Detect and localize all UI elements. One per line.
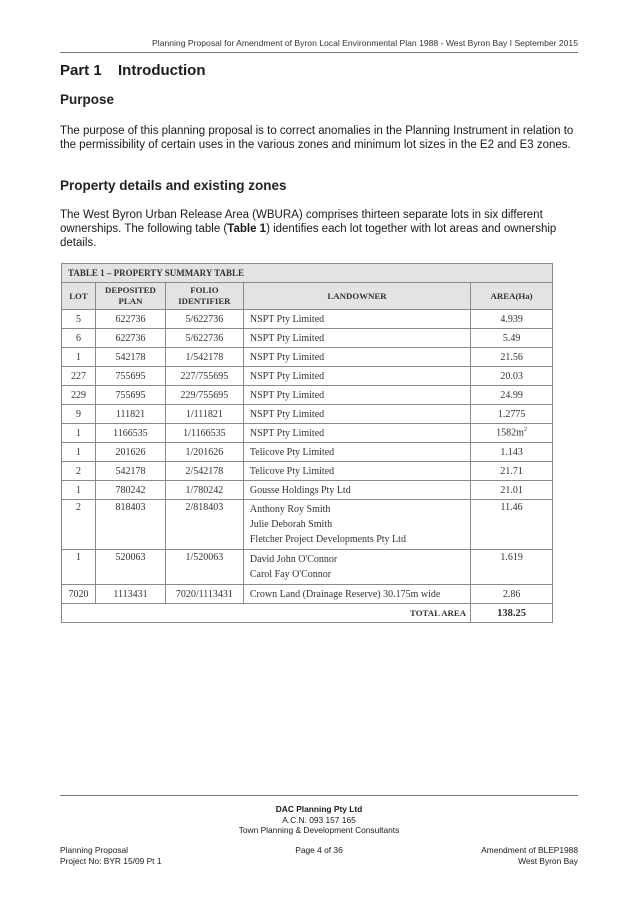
cell-area [471, 405, 553, 424]
cell-folio: 7020/1113431 [165, 585, 243, 604]
table-row [62, 462, 553, 481]
header-rule [60, 52, 578, 53]
landowner-name: David John O'Connor [249, 554, 338, 565]
page-number: Page 4 of 36 [295, 845, 343, 855]
cell-deposited-plan: 755695 [95, 367, 165, 386]
landowner-name: NSPT Pty Limited [249, 332, 325, 344]
table-row [62, 367, 553, 386]
part-heading [60, 62, 205, 79]
cell-lot: 2 [62, 500, 96, 550]
col-header-landowner: LANDOWNER [243, 283, 470, 310]
col-header-lot: LOT [62, 283, 96, 310]
landowner-name: Carol Fay O'Connor [249, 569, 332, 580]
area-value: 4.939 [500, 313, 523, 325]
cell-area [471, 310, 553, 329]
footer-rule [60, 795, 578, 796]
footer-left: Planning Proposal Project No: BYR 15/09 Pt 1 [60, 845, 162, 866]
area-value: 24.99 [500, 389, 523, 401]
cell-deposited-plan: 542178 [95, 348, 165, 367]
cell-area [471, 481, 553, 500]
area-value: 5.49 [502, 332, 521, 344]
table-row [62, 329, 553, 348]
cell-deposited-plan: 201626 [95, 443, 165, 462]
cell-lot: 1 [62, 424, 96, 443]
cell-landowner [243, 443, 470, 462]
purpose-heading: Purpose [60, 92, 115, 107]
landowner-name: NSPT Pty Limited [249, 351, 325, 363]
cell-area [471, 386, 553, 405]
footer-company: DAC Planning Pty Ltd [275, 804, 363, 814]
cell-landowner [243, 386, 470, 405]
landowner-name: Anthony Roy Smith [249, 504, 331, 515]
cell-folio: 227/755695 [165, 367, 243, 386]
cell-deposited-plan: 111821 [95, 405, 165, 424]
table-reference: Table 1 [227, 223, 267, 236]
property-summary-table [61, 263, 553, 623]
cell-area [471, 550, 553, 585]
purpose-paragraph: The purpose of this planning proposal is to correct anomalies in the Planning Instrument in relation to the permissibility of certain uses in the various zones and minimum lot sizes in the E2 and E3 zones. [60, 125, 574, 152]
cell-folio: 2/542178 [165, 462, 243, 481]
cell-folio: 5/622736 [165, 310, 243, 329]
cell-landowner [243, 424, 470, 443]
table-row [62, 500, 553, 550]
part-number: Part 1 [60, 62, 102, 79]
footer-acn: A.C.N. 093 157 165 [282, 814, 356, 825]
total-area-label: TOTAL AREA [62, 604, 471, 623]
area-value: 21.71 [500, 465, 523, 477]
cell-area [471, 348, 553, 367]
landowner-name: NSPT Pty Limited [249, 427, 325, 439]
area-value: 11.46 [500, 502, 523, 513]
total-area-value: 138.25 [471, 604, 553, 623]
table-row [62, 550, 553, 585]
cell-area [471, 443, 553, 462]
cell-folio: 2/818403 [165, 500, 243, 550]
table-row [62, 310, 553, 329]
footer-right: Amendment of BLEP1988 West Byron Bay [481, 845, 578, 866]
landowner-name: Julie Deborah Smith [249, 519, 333, 530]
landowner-name: Fletcher Project Developments Pty Ltd [249, 534, 406, 545]
area-value: 1582m [496, 427, 524, 439]
cell-lot: 9 [62, 405, 96, 424]
cell-area [471, 329, 553, 348]
cell-lot: 1 [62, 481, 96, 500]
cell-landowner [243, 329, 470, 348]
property-text-after: ) identifies each lot together with lot areas and ownership details. [60, 223, 557, 250]
cell-lot: 227 [62, 367, 96, 386]
cell-deposited-plan: 755695 [95, 386, 165, 405]
cell-folio: 5/622736 [165, 329, 243, 348]
cell-landowner [243, 500, 470, 550]
landowner-name: Crown Land (Drainage Reserve) 30.175m wide [249, 588, 441, 600]
cell-lot: 1 [62, 550, 96, 585]
cell-deposited-plan: 622736 [95, 329, 165, 348]
cell-landowner [243, 462, 470, 481]
landowner-name: NSPT Pty Limited [249, 408, 325, 420]
cell-landowner [243, 405, 470, 424]
area-unit-superscript: 2 [523, 427, 527, 434]
cell-lot: 2 [62, 462, 96, 481]
landowner-name: NSPT Pty Limited [249, 313, 325, 325]
cell-deposited-plan: 780242 [95, 481, 165, 500]
table-row [62, 386, 553, 405]
footer-tagline: Town Planning & Development Consultants [238, 825, 400, 835]
area-value: 1.619 [500, 552, 523, 563]
cell-deposited-plan: 622736 [95, 310, 165, 329]
table-caption: TABLE 1 – PROPERTY SUMMARY TABLE [62, 264, 553, 283]
cell-landowner [243, 310, 470, 329]
area-value: 1.143 [500, 446, 523, 458]
property-text-before: The West Byron Urban Release Area (WBURA) comprises thirteen separate lots in six different ownerships. The following table ( [60, 209, 543, 236]
cell-folio: 1/542178 [165, 348, 243, 367]
table-row [62, 424, 553, 443]
landowner-name: NSPT Pty Limited [249, 389, 325, 401]
col-header-area: AREA(Ha) [471, 283, 553, 310]
cell-landowner [243, 585, 470, 604]
cell-lot: 5 [62, 310, 96, 329]
cell-area [471, 424, 553, 443]
cell-folio: 1/201626 [165, 443, 243, 462]
area-value: 20.03 [500, 370, 523, 382]
cell-deposited-plan: 818403 [95, 500, 165, 550]
cell-lot: 1 [62, 443, 96, 462]
cell-area [471, 585, 553, 604]
cell-deposited-plan: 520063 [95, 550, 165, 585]
table-row [62, 405, 553, 424]
landowner-name: Telicove Pty Limited [249, 446, 335, 458]
cell-area [471, 462, 553, 481]
cell-lot: 6 [62, 329, 96, 348]
landowner-name: Gousse Holdings Pty Ltd [249, 484, 351, 496]
page-header: Planning Proposal for Amendment of Byron Local Environmental Plan 1988 - West Byron Bay I September 2015 [152, 38, 578, 48]
cell-area [471, 367, 553, 386]
cell-landowner [243, 348, 470, 367]
cell-landowner [243, 367, 470, 386]
landowner-name: NSPT Pty Limited [249, 370, 325, 382]
cell-folio: 1/1166535 [165, 424, 243, 443]
table-row [62, 585, 553, 604]
cell-landowner [243, 481, 470, 500]
area-value: 1.2775 [497, 408, 526, 420]
cell-landowner [243, 550, 470, 585]
table-row [62, 443, 553, 462]
cell-lot: 229 [62, 386, 96, 405]
property-paragraph [60, 208, 580, 251]
footer-company-block [0, 804, 638, 836]
table-row [62, 348, 553, 367]
cell-deposited-plan: 542178 [95, 462, 165, 481]
cell-folio: 1/111821 [165, 405, 243, 424]
property-heading: Property details and existing zones [60, 178, 287, 193]
area-value: 2.86 [502, 588, 521, 600]
col-header-folio-identifier: FOLIO IDENTIFIER [165, 283, 243, 310]
cell-folio: 229/755695 [165, 386, 243, 405]
area-value: 21.56 [500, 351, 523, 363]
cell-area [471, 500, 553, 550]
cell-lot: 7020 [62, 585, 96, 604]
cell-deposited-plan: 1166535 [95, 424, 165, 443]
col-header-deposited-plan: DEPOSITED PLAN [95, 283, 165, 310]
landowner-name: Telicove Pty Limited [249, 465, 335, 477]
area-value: 21.01 [500, 484, 523, 496]
cell-folio: 1/520063 [165, 550, 243, 585]
part-title: Introduction [118, 62, 206, 79]
cell-lot: 1 [62, 348, 96, 367]
table-row [62, 481, 553, 500]
cell-deposited-plan: 1113431 [95, 585, 165, 604]
cell-folio: 1/780242 [165, 481, 243, 500]
